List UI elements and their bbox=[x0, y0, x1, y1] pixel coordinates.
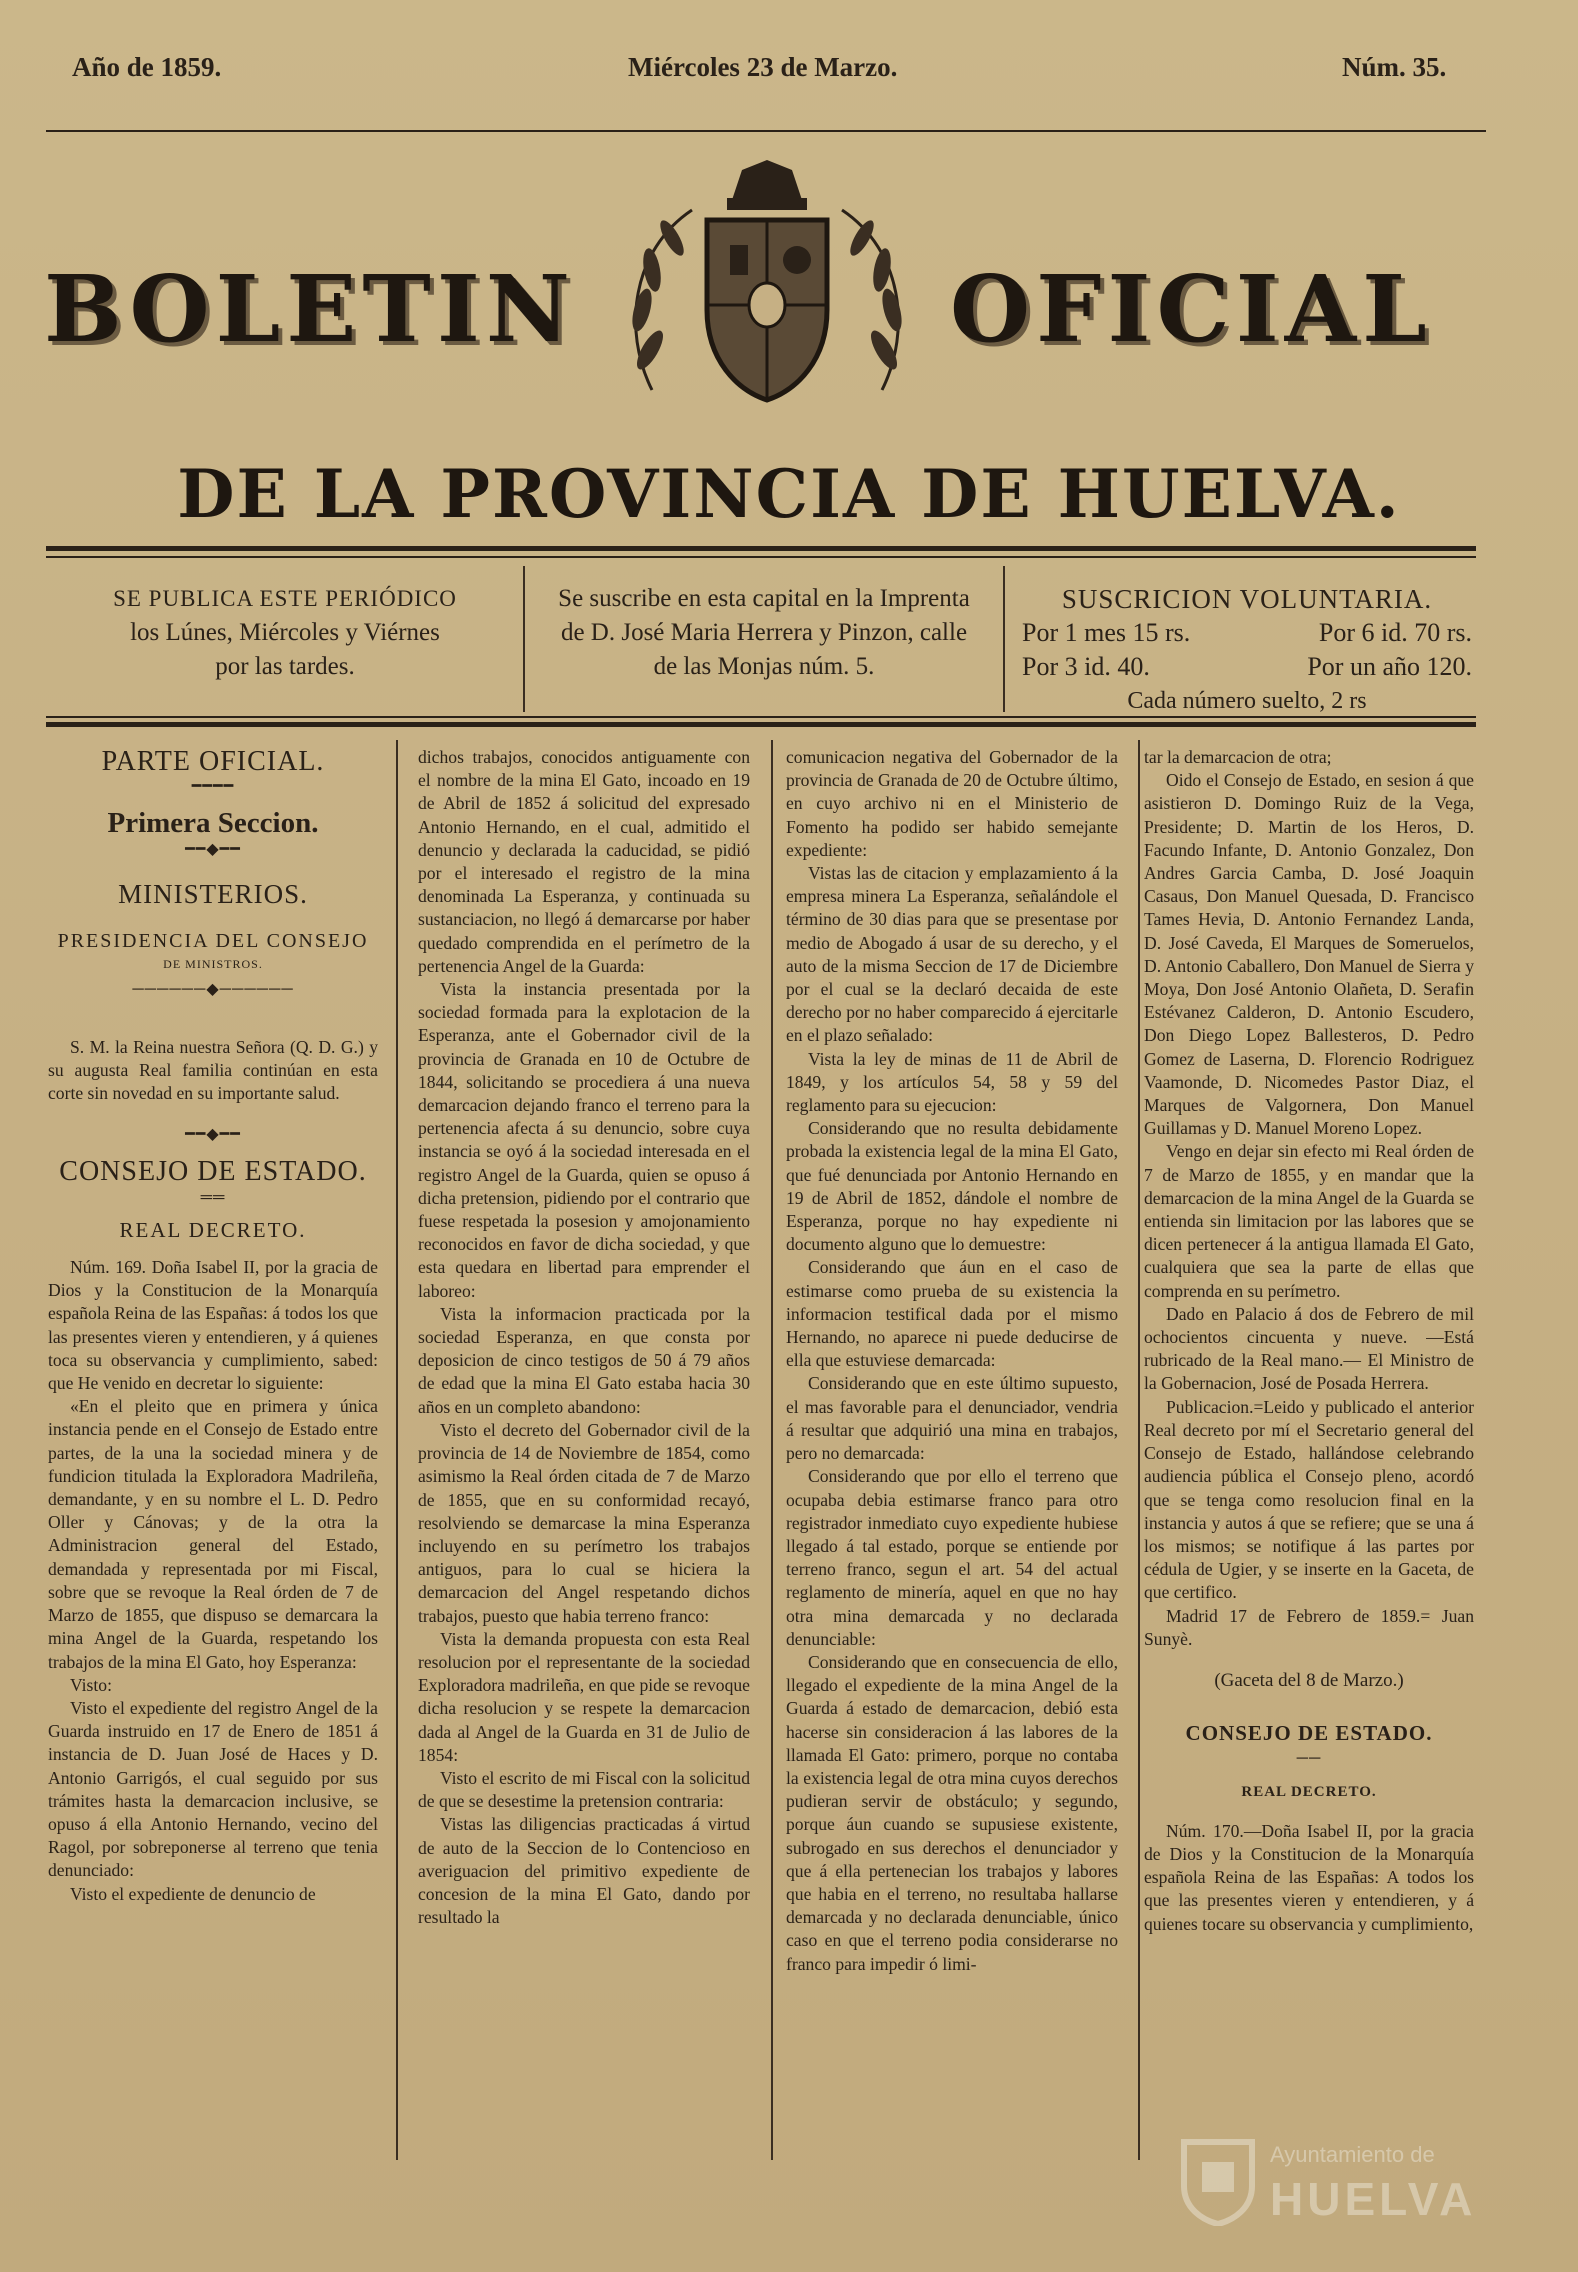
masthead-word-right: OFICIAL bbox=[950, 255, 1433, 363]
paragraph: Visto el decreto del Gobernador civil de la provincia de 14 de Noviembre de 1854, como asimismo la Real órden citada de 7 de Marzo de 1855, que en su conformidad recayó, resolviendo se demarcase la mina Esperanza incluyendo en su perímetro los trabajos antiguos, para lo cual se hiciera la demarcacion del Angel respetando dichos trabajos, puesto que habia terreno franco: bbox=[418, 1419, 750, 1626]
ornament-divider: ━━◆━━ bbox=[185, 840, 241, 858]
paragraph: Madrid 17 de Febrero de 1859.= Juan Sunyè. bbox=[1144, 1605, 1474, 1649]
ornament-divider: ━━━━ bbox=[191, 778, 235, 796]
paragraph: Vistas las de citacion y emplazamiento á la empresa minera La Esperanza, señalándole el término de 30 dias para que se presentase por medio de Abogado á usar de su derecho, y el auto de la misma Seccion de 17 de Diciembre por el cual se la declaró decaida de este derecho por no haber comparecido á ejercitarle en el plazo señalado: bbox=[786, 863, 1118, 1046]
section-heading-real-decreto: REAL DECRETO. bbox=[119, 1217, 307, 1242]
watermark-line2: HUELVA bbox=[1270, 2173, 1477, 2225]
ornament-divider: ══ bbox=[200, 1188, 226, 1206]
ornament-divider: ━━◆━━ bbox=[185, 1126, 241, 1144]
paragraph: Visto el escrito de mi Fiscal con la solicitud de que se desestime la pretension contraria: bbox=[418, 1767, 750, 1812]
paragraph: Oido el Consejo de Estado, en sesion á que asistieron D. Domingo Ruiz de la Vega, Presidente; D. Martin de los Heros, D. Facundo Infante, D. Antonio Gonzalez, Don Andres Garcia Camba, D. José Joaquin Casaus, Don Manuel Quesada, D. Francisco Tames Hevia, D. Antonio Fernandez Landa, D. José Caveda, El Marques de Someruelos, D. Antonio Caballero, Don Manuel de Sierra y Moya, Don José Antonio Olañeta, D. Serafin Estévanez Calderon, D. Antonio Escudero, Don Diego Lopez Ballesteros, D. Pedro Gomez de Laserna, D. Florencio Rodriguez Vaamonde, D. Nicomedes Pastor Diaz, el Marques de Valgornera, Don Manuel Guillamas y D. Manuel Moreno Lopez. bbox=[1144, 770, 1474, 1139]
paragraph: Vengo en dejar sin efecto mi Real órden de 7 de Marzo de 1855, y en mandar que la demarcacion de la mina Angel de la Guarda se entienda sin limitacion por las labores que se dicen pertenecer á la antigua llamada El Gato, cualquiera que sea la parte de ellas que comprenda en su perímetro. bbox=[1144, 1141, 1474, 1301]
column-4 bbox=[1144, 746, 1474, 1936]
column-1 bbox=[48, 746, 378, 1906]
paragraph: Vistas las diligencias practicadas á virtud de auto de la Seccion de lo Contencioso en averiguacion del primitivo expediente de concesion de la mina El Gato, dando por resultado la bbox=[418, 1814, 750, 1928]
publication-info: SE PUBLICA ESTE PERIÓDICO los Lúnes, Miércoles y Viérnes por las tardes. bbox=[113, 586, 457, 680]
info-divider-2 bbox=[1003, 566, 1005, 712]
paragraph: Considerando que por ello el terreno que ocupaba debia estimarse franco para otro registrador inmediato cuyo expediente hubiese llegado á tal estado, porque se entiende por terreno franco, segun el art. 54 del actual reglamento de minería, aquel en que no hay otra mina demarcada y no declarada denunciable: bbox=[786, 1466, 1118, 1649]
paragraph: Visto: bbox=[70, 1674, 112, 1695]
info-divider-1 bbox=[523, 566, 525, 712]
paragraph: «En el pleito que en primera y única instancia pende en el Consejo de Estado entre partes, de la una la sociedad minera y de fundicion titulada la Exploradora Madrileña, demandante, y en su nombre el L. D. Pedro Oller y Cánovas; y de la otra la Administracion general del Estado, demandada y representada por mi Fiscal, sobre que se revoque la Real órden de 7 de Marzo de 1855, que dispuso se demarcara la mina Angel de la Guarda, respetando los trabajos de la mina El Gato, hoy Esperanza: bbox=[48, 1396, 378, 1672]
paragraph: Considerando que áun en el caso de estimarse como prueba de su existencia la informacion testifical dada por el mismo Hernando, no aparece ni puede deducirse de ella que estuviese demarcada: bbox=[786, 1257, 1118, 1371]
section-heading-ministerios: MINISTERIOS. bbox=[118, 878, 308, 909]
column-3 bbox=[786, 746, 1118, 1976]
paragraph: Considerando que en este último supuesto, el mas favorable para el denunciador, vendria á resultar que adquirió una mina en trabajos, pero no demarcada: bbox=[786, 1373, 1118, 1464]
presidencia-heading: PRESIDENCIA DEL CONSEJO bbox=[57, 930, 369, 953]
paragraph: Visto el expediente de denuncio de bbox=[70, 1883, 316, 1904]
paragraph: tar la demarcacion de otra; bbox=[1144, 747, 1332, 767]
paragraph: Vista la informacion practicada por la sociedad Esperanza, en que consta por deposicion de cinco testigos de 50 á 79 años de edad que la mina El Gato estaba hacia 30 años en un completo abandono: bbox=[418, 1303, 750, 1417]
year-label: Año de 1859. bbox=[72, 52, 222, 82]
top-rule bbox=[46, 130, 1486, 132]
ornament-divider: ── bbox=[1296, 1750, 1322, 1768]
info-top-rule bbox=[46, 546, 1476, 551]
watermark-line1: Ayuntamiento de bbox=[1270, 2142, 1435, 2167]
paragraph: Dado en Palacio á dos de Febrero de mil ochocientos cincuenta y nueve. —Está rubricado de la Real mano.— El Ministro de la Gobernacion, José de Posada Herrera. bbox=[1144, 1303, 1474, 1394]
issue-date: Miércoles 23 de Marzo. bbox=[628, 52, 898, 82]
city-shield-icon bbox=[1178, 2136, 1258, 2226]
gaceta-reference: (Gaceta del 8 de Marzo.) bbox=[1214, 1669, 1404, 1691]
ministros-heading: DE MINISTROS. bbox=[163, 957, 263, 972]
paragraph: Núm. 169. Doña Isabel II, por la gracia de Dios y la Constitucion de la Monarquía española Reina de las Españas: á todos los que las presentes vieren y entendieren, y á quienes toca su observancia y cumplimiento, sabed: que He venido en decretar lo siguiente: bbox=[48, 1257, 378, 1394]
paragraph: S. M. la Reina nuestra Señora (Q. D. G.) y su augusta Real familia continúan en esta corte sin novedad en su importante salud. bbox=[48, 1036, 378, 1104]
section-heading-real-decreto: REAL DECRETO. bbox=[1241, 1783, 1377, 1800]
paragraph: Considerando que no resulta debidamente probada la existencia legal de la mina El Gato, que fué denunciada por Antonio Hernando en 19 de Abril de 1852, dándole el nombre de Esperanza, porque no hay expediente ni documento alguno que lo demuestre: bbox=[786, 1118, 1118, 1255]
section-heading-parte: PARTE OFICIAL. bbox=[101, 746, 325, 777]
issue-number: Núm. 35. bbox=[1342, 52, 1447, 82]
masthead-word-left: BOLETIN bbox=[44, 255, 577, 363]
paragraph: Publicacion.=Leido y publicado el anterior Real decreto por mí el Secretario general del Consejo de Estado, hallándose celebrando audiencia pública el Consejo pleno, acordó que se tenga como resolucion final en la instancia y autos á que se refiere; que se una á los mismos; se notifique á las partes por cédula de Ugier, y se inserte en la Gaceta, de que certifico. bbox=[1144, 1396, 1474, 1603]
column-2 bbox=[418, 746, 750, 1929]
subscription-prices: SUSCRICION VOLUNTARIA. Por 1 mes 15 rs. Por 6 id. 70 rs. Por 3 id. 40. Por un año 120. Cada número suelto, 2 rs bbox=[1022, 584, 1472, 714]
masthead-subtitle: DE LA PROVINCIA DE HUELVA. bbox=[177, 455, 1401, 533]
info-bottom-rule bbox=[46, 722, 1476, 727]
column-divider-2 bbox=[771, 740, 773, 2160]
paragraph: Vista la ley de minas de 11 de Abril de 1849, y los artículos 54, 58 y 59 del reglamento para su ejecucion: bbox=[786, 1048, 1118, 1116]
section-heading-primera: Primera Seccion. bbox=[107, 807, 319, 840]
ornament-divider: ──────◆────── bbox=[132, 981, 294, 999]
paragraph: Vista la demanda propuesta con esta Real resolucion por el representante de la sociedad Exploradora madrileña, en que pide se revoque dicha resolucion y se respete la demarcacion dada al Angel de la Guarda en 31 de Julio de 1854: bbox=[418, 1628, 750, 1765]
paragraph: comunicacion negativa del Gobernador de la provincia de Granada de 20 de Octubre último, en cuyo archivo ni en el Ministerio de Fomento ha podido ser habido semejante expediente: bbox=[786, 747, 1118, 860]
paragraph: dichos trabajos, conocidos antiguamente con el nombre de la mina El Gato, incoado en 19 de Abril de 1852 á solicitud del expresado Antonio Hernando, en el cual, admitido el denuncio y declarada la caducidad, se pidió por el interesado el registro de la mina denominada La Esperanza, y continuada su sustanciacion, no llegó á demarcarse por haber quedado comprendida en el perímetro de la pertenencia Angel de la Guarda: bbox=[418, 747, 750, 976]
column-divider-1 bbox=[396, 740, 398, 2160]
column-divider-3 bbox=[1138, 740, 1140, 2160]
royal-coat-of-arms-icon bbox=[612, 160, 922, 420]
paragraph: Considerando que en consecuencia de ello, llegado el expediente de la mina Angel de la Guarda á estado de demarcacion, debió esta hacerse sin consideracion á las labores de la llamada El Gato: primero, porque no contaba la existencia legal de otra mina cuyos derechos pudieran servir de obstáculo; y segundo, porque áun cuando se supusiese existente, subrogado en sus derechos el denunciador y que á ella pertenecian los trabajos y labores que habia en el terreno, no resultaba hallarse demarcada y no declarada denunciable, único caso en que el terreno podia considerarse no franco para impedir ó limi- bbox=[786, 1651, 1118, 1974]
section-heading-consejo: CONSEJO DE ESTADO. bbox=[1185, 1721, 1433, 1746]
paragraph: Núm. 170.—Doña Isabel II, por la gracia de Dios y la Constitucion de la Monarquía española Reina de las Españas: A todos los que las presentes vieren y entendieren, y á quienes tocare su observancia y cumplimiento, bbox=[1144, 1820, 1474, 1934]
paragraph: Visto el expediente del registro Angel de la Guarda instruido en 17 de Enero de 1851 á instancia de D. Juan José de Haces y D. Antonio Garrigós, el cual seguido por sus trámites hasta la demarcacion inclusive, se opuso á ella Antonio Hernando, vecino del Ragol, por sobreponerse al terreno que tenia denunciado: bbox=[48, 1697, 378, 1881]
paragraph: Vista la instancia presentada por la sociedad formada para la explotacion de la Esperanza, ante el Gobernador civil de la provincia de Granada en 10 de Octubre de 1844, solicitando se procediera á una nueva demarcacion dejando franco el terreno para la pertenencia afecta á su denuncio, sobre cuya instancia se oyó á la sociedad interesada en el registro Angel de la Guarda, quien se opuso á dicha pretension, pidiendo por el contrario que fuese respetada la posesion y amojonamiento reconocidos en favor de dicha sociedad, y que esta quedara en libertad para emprender el laboreo: bbox=[418, 979, 750, 1301]
section-heading-consejo: CONSEJO DE ESTADO. bbox=[59, 1156, 367, 1188]
subscription-place-info: Se suscribe en esta capital en la Imprenta de D. José Maria Herrera y Pinzon, calle de las Monjas núm. 5. bbox=[558, 585, 970, 680]
archive-watermark bbox=[1178, 2128, 1508, 2238]
info-top-rule-thin bbox=[46, 556, 1476, 558]
